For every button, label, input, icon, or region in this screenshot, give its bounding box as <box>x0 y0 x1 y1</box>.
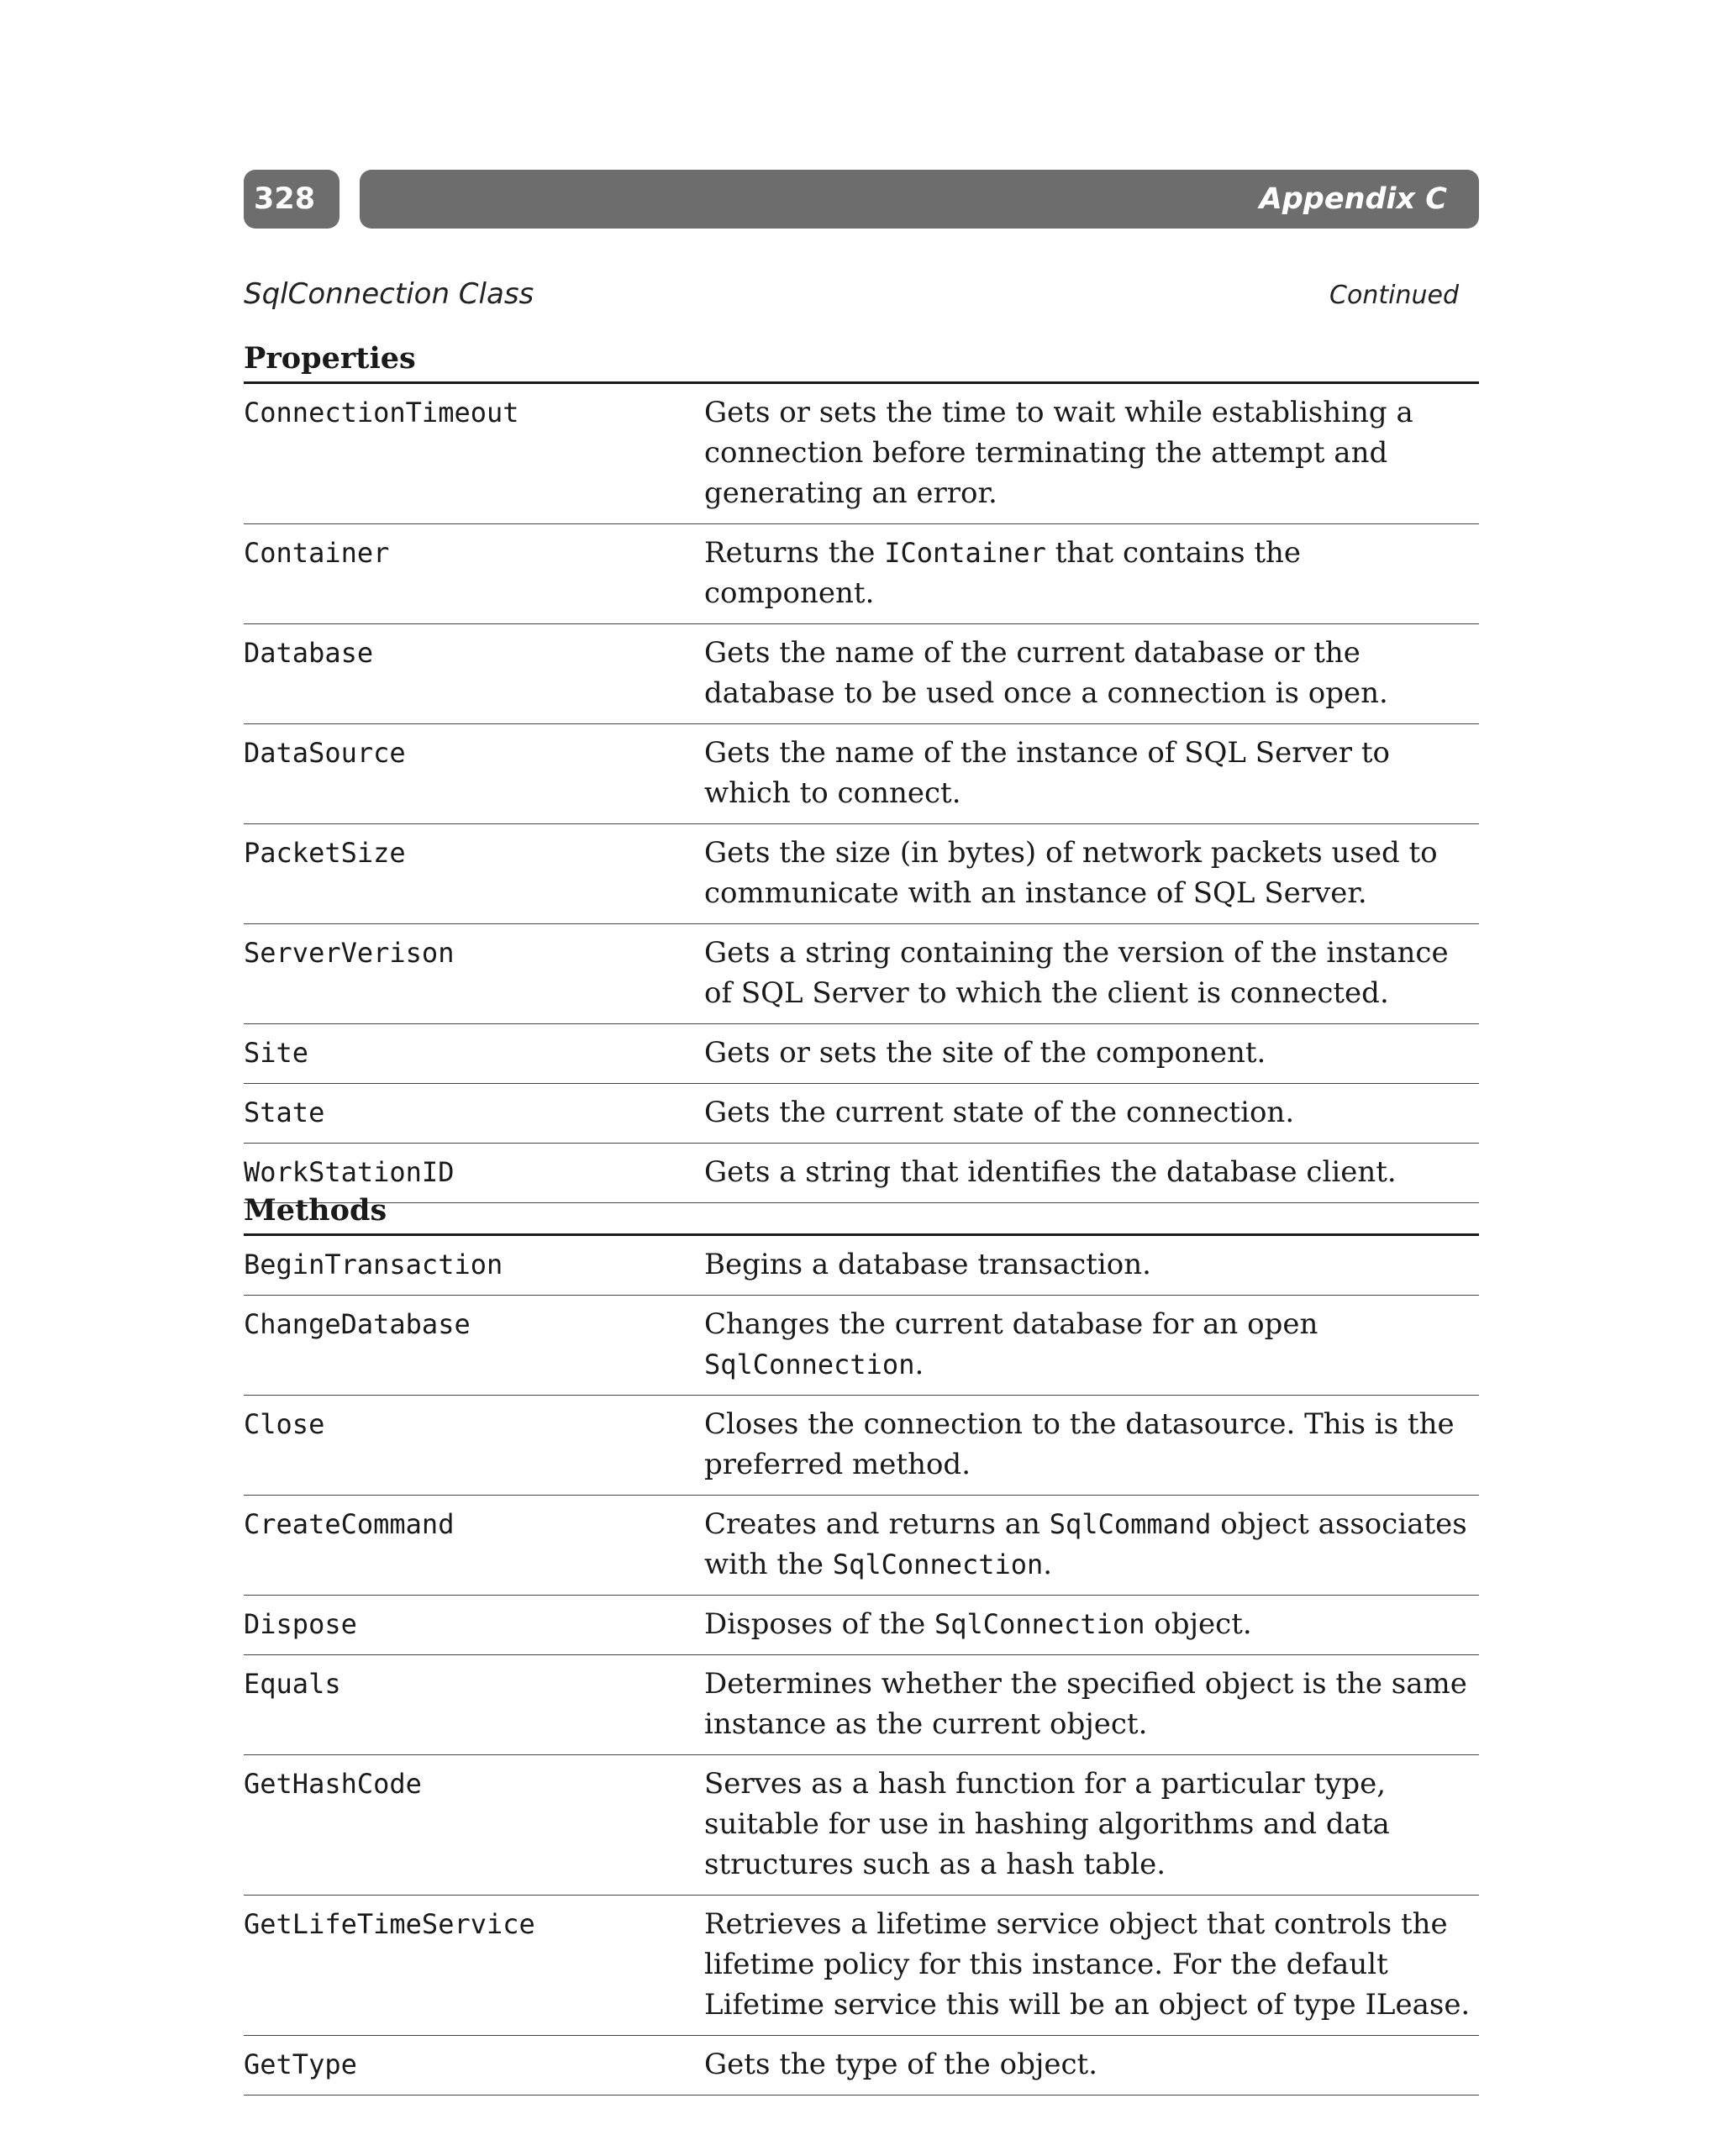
properties-heading: Properties <box>244 339 1479 384</box>
desc-text: that contains the component. <box>704 536 1302 610</box>
table-row <box>244 1896 1479 2036</box>
method-name: GetLifeTimeService <box>244 1896 704 2036</box>
table-row <box>244 384 1479 524</box>
property-name: ConnectionTimeout <box>244 384 704 524</box>
method-desc: Gets the type of the object. <box>704 2036 1479 2096</box>
table-row <box>244 1024 1479 1084</box>
method-desc: Begins a database transaction. <box>704 1236 1479 1296</box>
desc-text: Changes the current database for an open <box>704 1307 1318 1341</box>
desc-code: SqlConnection <box>832 1549 1044 1580</box>
table-row <box>244 1396 1479 1496</box>
property-name: State <box>244 1084 704 1144</box>
method-name: Close <box>244 1396 704 1496</box>
property-name: Site <box>244 1024 704 1084</box>
method-name: GetType <box>244 2036 704 2096</box>
desc-text: Returns the <box>704 536 885 570</box>
property-desc: Gets the current state of the connection. <box>704 1084 1479 1144</box>
table-row <box>244 1084 1479 1144</box>
method-name: ChangeDatabase <box>244 1296 704 1396</box>
properties-table <box>244 384 1479 1203</box>
method-name: Equals <box>244 1655 704 1755</box>
table-row <box>244 1296 1479 1396</box>
property-name: Database <box>244 624 704 724</box>
table-row <box>244 1755 1479 1896</box>
table-row <box>244 1236 1479 1296</box>
table-row <box>244 1655 1479 1755</box>
method-name: Dispose <box>244 1596 704 1655</box>
method-name: GetHashCode <box>244 1755 704 1896</box>
desc-code: IContainer <box>884 537 1046 569</box>
method-desc: Retrieves a lifetime service object that controls the lifetime policy for this instance. For the default Lifetime service this will be an object of type ILease. <box>704 1896 1479 2036</box>
property-desc: Gets the name of the instance of SQL Server to which to connect. <box>704 724 1479 824</box>
method-desc <box>704 1296 1479 1396</box>
desc-text: object associates with the <box>704 1507 1467 1581</box>
table-row <box>244 924 1479 1024</box>
table-caption: SqlConnection Class <box>244 277 534 311</box>
property-name: ServerVerison <box>244 924 704 1024</box>
method-desc: Determines whether the specified object is the same instance as the current object. <box>704 1655 1479 1755</box>
continued-label: Continued <box>1329 281 1459 310</box>
page-number: 328 <box>244 170 339 229</box>
method-name: CreateCommand <box>244 1496 704 1596</box>
methods-heading: Methods <box>244 1191 1479 1236</box>
desc-code: SqlConnection <box>704 1349 915 1380</box>
method-name: BeginTransaction <box>244 1236 704 1296</box>
table-row <box>244 824 1479 924</box>
property-desc: Gets or sets the time to wait while establishing a connection before terminating the attempt and generating an error. <box>704 384 1479 524</box>
desc-text: Creates and returns an <box>704 1507 1050 1541</box>
method-desc <box>704 1496 1479 1596</box>
table-row <box>244 1596 1479 1655</box>
table-row <box>244 524 1479 624</box>
methods-table <box>244 1236 1479 2096</box>
property-desc: Gets a string that identifies the database client. <box>704 1144 1479 1203</box>
properties-section <box>244 339 1479 1203</box>
property-desc: Gets or sets the site of the component. <box>704 1024 1479 1084</box>
property-desc: Gets the name of the current database or the database to be used once a connection is open. <box>704 624 1479 724</box>
method-desc <box>704 1596 1479 1655</box>
desc-text: . <box>914 1348 924 1381</box>
desc-code: SqlCommand <box>1049 1508 1212 1540</box>
property-name: Container <box>244 524 704 624</box>
property-name: DataSource <box>244 724 704 824</box>
method-desc: Serves as a hash function for a particular type, suitable for use in hashing algorithms and data structures such as a hash table. <box>704 1755 1479 1896</box>
desc-code: SqlConnection <box>934 1608 1145 1640</box>
property-desc: Gets the size (in bytes) of network packets used to communicate with an instance of SQL Server. <box>704 824 1479 924</box>
property-desc: Gets a string containing the version of the instance of SQL Server to which the client is connected. <box>704 924 1479 1024</box>
table-row <box>244 624 1479 724</box>
desc-text: object. <box>1145 1607 1252 1641</box>
method-desc: Closes the connection to the datasource. This is the preferred method. <box>704 1396 1479 1496</box>
property-desc <box>704 524 1479 624</box>
table-row <box>244 724 1479 824</box>
desc-text: . <box>1043 1548 1053 1581</box>
property-name: PacketSize <box>244 824 704 924</box>
table-row <box>244 1496 1479 1596</box>
desc-text: Disposes of the <box>704 1607 934 1641</box>
table-row <box>244 2036 1479 2096</box>
chapter-header: Appendix C <box>360 170 1479 229</box>
property-name: WorkStationID <box>244 1144 704 1203</box>
methods-section <box>244 1191 1479 2096</box>
